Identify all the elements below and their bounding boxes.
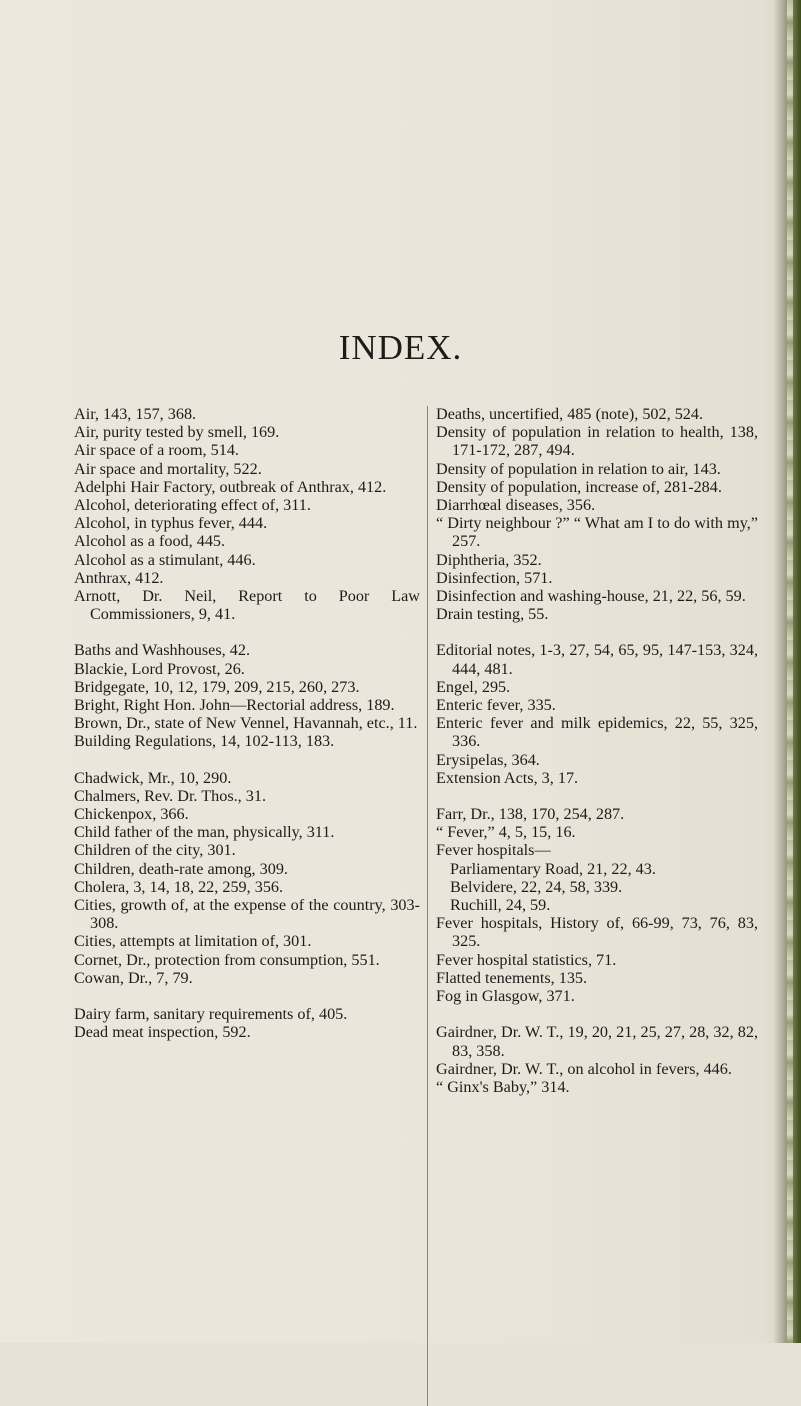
index-entry: Fever hospitals— bbox=[436, 841, 551, 860]
index-entry: Air, purity tested by smell, 169. bbox=[74, 423, 280, 442]
index-entry: Deaths, uncertified, 485 (note), 502, 524. bbox=[436, 405, 704, 423]
index-group-b bbox=[74, 641, 420, 750]
index-subentry: Belvidere, 22, 24, 58, 339. bbox=[450, 877, 623, 896]
index-subentry: Ruchill, 24, 59. bbox=[450, 896, 551, 915]
index-entry: Brown, Dr., state of New Vennel, Havannah, etc., 11. bbox=[74, 714, 418, 733]
index-entry: “ Dirty neighbour ?” “ What am I to do with my,” 257. bbox=[436, 514, 758, 551]
index-entry: Alcohol as a stimulant, 446. bbox=[74, 550, 256, 569]
index-entry: Cowan, Dr., 7, 79. bbox=[74, 968, 193, 987]
index-entry: Gairdner, Dr. W. T., 19, 20, 21, 25, 27, 28, 32, 82, 83, 358. bbox=[436, 1023, 758, 1060]
index-entry: Bright, Right Hon. John—Rectorial address, 189. bbox=[74, 696, 395, 715]
index-entry: Child father of the man, physically, 311. bbox=[74, 823, 335, 842]
index-entry: Alcohol, deteriorating effect of, 311. bbox=[74, 496, 311, 515]
index-entry: Children, death-rate among, 309. bbox=[74, 859, 288, 878]
index-entry: Density of population, increase of, 281-284. bbox=[436, 477, 722, 496]
index-group-c bbox=[74, 769, 420, 987]
index-entry: Disinfection, 571. bbox=[436, 568, 553, 587]
index-entry: Erysipelas, 364. bbox=[436, 750, 540, 769]
index-entry: Dead meat inspection, 592. bbox=[74, 1023, 251, 1042]
index-entry: Bridgegate, 10, 12, 179, 209, 215, 260, 273. bbox=[74, 677, 360, 696]
index-group-e bbox=[436, 641, 758, 787]
index-entry: Editorial notes, 1-3, 27, 54, 65, 95, 147-153, 324, 444, 481. bbox=[436, 641, 758, 678]
index-entry: Cities, attempts at limitation of, 301. bbox=[74, 932, 312, 951]
index-entry: Blackie, Lord Provost, 26. bbox=[74, 659, 245, 678]
index-entry: Air space and mortality, 522. bbox=[74, 459, 262, 478]
index-entry: Gairdner, Dr. W. T., on alcohol in fevers, 446. bbox=[436, 1059, 732, 1078]
index-entry: Diarrhœal diseases, 356. bbox=[436, 496, 596, 515]
index-entry: Adelphi Hair Factory, outbreak of Anthrax, 412. bbox=[74, 477, 387, 496]
index-entry: Density of population in relation to health, 138, 171-172, 287, 494. bbox=[436, 423, 758, 460]
index-entry: Fever hospitals, History of, 66-99, 73, 76, 83, 325. bbox=[436, 914, 758, 951]
page-title: INDEX. bbox=[338, 328, 463, 367]
index-group-f bbox=[436, 805, 758, 1005]
index-entry: Diphtheria, 352. bbox=[436, 550, 542, 569]
index-entry: Fog in Glasgow, 371. bbox=[436, 987, 575, 1006]
index-group-d-cont bbox=[436, 405, 758, 623]
index-entry: Baths and Washhouses, 42. bbox=[74, 641, 250, 660]
index-entry: Arnott, Dr. Neil, Report to Poor Law Commissioners, 9, 41. bbox=[74, 587, 420, 624]
index-entry: Building Regulations, 14, 102-113, 183. bbox=[74, 732, 335, 751]
left-column bbox=[74, 405, 420, 1060]
index-entry: Cities, growth of, at the expense of the country, 303-308. bbox=[74, 896, 420, 933]
index-entry: Chalmers, Rev. Dr. Thos., 31. bbox=[74, 786, 266, 805]
index-entry: Alcohol as a food, 445. bbox=[74, 532, 226, 551]
index-entry: Children of the city, 301. bbox=[74, 841, 236, 860]
index-entry: Fever hospital statistics, 71. bbox=[436, 950, 617, 969]
index-entry: Alcohol, in typhus fever, 444. bbox=[74, 514, 268, 533]
index-entry: Cornet, Dr., protection from consumption, 551. bbox=[74, 950, 380, 969]
index-entry: Dairy farm, sanitary requirements of, 405. bbox=[74, 1005, 348, 1024]
index-entry: Density of population in relation to air, 143. bbox=[436, 459, 721, 478]
index-entry: Disinfection and washing-house, 21, 22, 56, 59. bbox=[436, 587, 746, 606]
page-edges bbox=[787, 0, 793, 1343]
index-entry: Anthrax, 412. bbox=[74, 568, 164, 587]
column-divider bbox=[427, 406, 428, 1406]
index-entry: Chadwick, Mr., 10, 290. bbox=[74, 768, 232, 787]
index-entry: Air space of a room, 514. bbox=[74, 441, 239, 460]
index-entry: Engel, 295. bbox=[436, 677, 511, 696]
index-entry: Air, 143, 157, 368. bbox=[74, 405, 197, 423]
index-group-d bbox=[74, 1005, 420, 1041]
index-entry: Enteric fever, 335. bbox=[436, 696, 556, 715]
index-entry: Farr, Dr., 138, 170, 254, 287. bbox=[436, 805, 625, 824]
index-group-a bbox=[74, 405, 420, 623]
index-entry: “ Ginx's Baby,” 314. bbox=[436, 1077, 570, 1096]
index-entry: “ Fever,” 4, 5, 15, 16. bbox=[436, 823, 576, 842]
index-entry: Chickenpox, 366. bbox=[74, 805, 189, 824]
index-group-g bbox=[436, 1023, 758, 1096]
index-entry: Cholera, 3, 14, 18, 22, 259, 356. bbox=[74, 877, 284, 896]
index-entry: Extension Acts, 3, 17. bbox=[436, 768, 579, 787]
right-column bbox=[436, 405, 758, 1114]
index-entry: Drain testing, 55. bbox=[436, 605, 549, 624]
index-subentry: Parliamentary Road, 21, 22, 43. bbox=[450, 859, 656, 878]
index-entry: Flatted tenements, 135. bbox=[436, 968, 588, 987]
index-entry: Enteric fever and milk epidemics, 22, 55, 325, 336. bbox=[436, 714, 758, 751]
